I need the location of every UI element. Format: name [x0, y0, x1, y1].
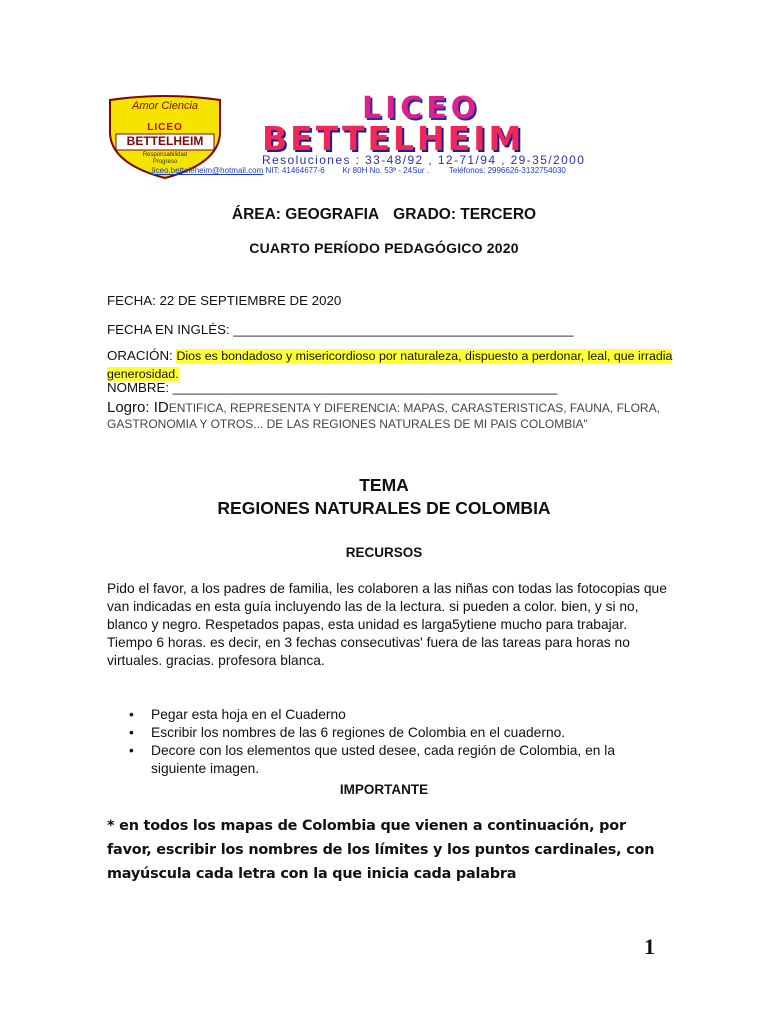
list-item: • Decore con los elementos que usted desee, cada región de Colombia, en la siguiente imagen. — [107, 742, 667, 778]
shield-value-2: Progreso — [152, 159, 178, 165]
importante-heading: IMPORTANTE — [339, 782, 429, 797]
nombre-line: NOMBRE: ____________________________________________________ — [107, 380, 558, 395]
recursos-heading: RECURSOS — [345, 545, 423, 560]
list-item: • Escribir los nombres de las 6 regiones de Colombia en el cuaderno. — [107, 724, 667, 742]
phones-text: Teléfonos: 2996626-3132754030 — [448, 166, 566, 175]
shield-value-1: Responsabilidad — [142, 152, 188, 158]
logro-label: Logro: ID — [107, 399, 169, 416]
nit-text: NIT: 41464677-6 — [265, 166, 325, 175]
shield-motto: Amor Ciencia — [131, 100, 199, 112]
fecha-line: FECHA: 22 DE SEPTIEMBRE DE 2020 — [107, 293, 342, 308]
grado-label: GRADO: TERCERO — [393, 206, 537, 223]
email-link[interactable]: liceo.betteleheim@hotmail.com — [152, 166, 264, 175]
tema-label: TEMA — [359, 475, 409, 495]
instructions-list — [107, 706, 667, 778]
area-grado-heading — [0, 206, 768, 224]
logo-wordmark-bettelheim: BETTELHEIM — [262, 119, 525, 158]
oracion-label: ORACIÓN: — [107, 348, 173, 363]
logro-text: ENTIFICA, REPRESENTA Y DIFERENCIA: MAPAS, CARASTERISTICAS, FAUNA, FLORA, GASTRONOMIA Y OTROS... DE LAS REGIONES NATURALES DE MI PAIS COLOMBIA" — [107, 401, 660, 431]
resoluciones-line: Resoluciones : 33-48/92 , 12-71/94 , 29-35/2000 — [262, 153, 586, 167]
list-item: • Pegar esta hoja en el Cuaderno — [107, 706, 667, 724]
logro-block — [107, 400, 667, 432]
logo-wordmark-liceo: LICEO — [362, 91, 481, 126]
periodo-heading: CUARTO PERÍODO PEDAGÓGICO 2020 — [249, 240, 519, 256]
area-label: ÁREA: GEOGRAFIA — [231, 206, 380, 223]
tema-title: REGIONES NATURALES DE COLOMBIA — [217, 498, 551, 518]
importante-note: * en todos los mapas de Colombia que vienen a continuación, por favor, escribir los nombres de los límites y los puntos cardinales, con mayúscula cada letra con la que inicia cada palabra — [107, 818, 655, 882]
fecha-ingles-line: FECHA EN INGLÉS: ______________________________________________ — [107, 322, 574, 337]
contact-line — [152, 166, 566, 176]
page-number: 1 — [644, 934, 655, 959]
oracion-text: Dios es bondadoso y misericordioso por naturaleza, dispuesto a perdonar, leal, que irradia generosidad. — [107, 349, 673, 381]
recursos-paragraph: Pido el favor, a los padres de familia, les colaboren a las niñas con todas las fotocopias que van indicadas en esta guía incluyendo las de la lectura. si pueden a color. bien, y si no, blanco y negro. Respetados papas, esta unidad es larga5ytiene mucho para trabajar. Tiempo 6 horas. es decir, en 3 fechas consecutivas' fuera de las tareas para horas no virtuales. gracias. profesora blanca. — [107, 581, 667, 668]
address-text: Kr 80H No. 53ª - 24Sur . — [342, 166, 430, 175]
oracion-block — [107, 347, 677, 383]
shield-liceo: LICEO — [147, 122, 183, 133]
shield-school-name: BETTELHEIM — [126, 134, 204, 148]
